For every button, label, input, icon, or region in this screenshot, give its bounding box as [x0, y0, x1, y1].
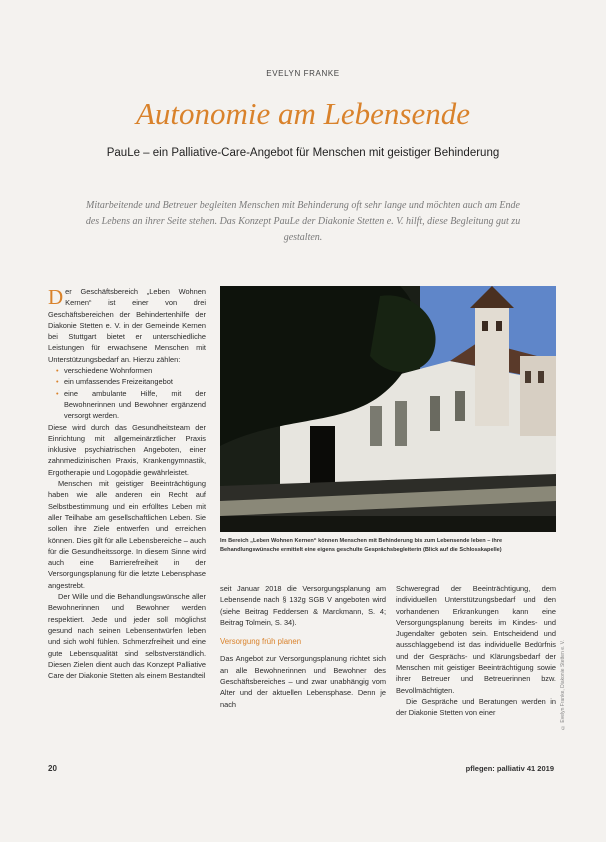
article-title: Autonomie am Lebensende	[135, 96, 471, 131]
paragraph: Schweregrad der Beeinträchtigung, dem individuellen Unterstützungsbedarf und den vorhandenen Erkrankungen kann eine Versorgungsplanung bereits im Kindes- und Jugendalter geboten sein. Entscheidend und ausschlaggebend ist das individuelle Bedürfnis und der Gesprächs- und Klärungsbedarf der Menschen mit geistiger Beeinträchtigung sowie ihrer Betreuer und Betreuerinnen bzw. Bevollmächtigten.	[396, 584, 556, 695]
intro-paragraph	[48, 286, 206, 365]
side-credit: © Evelyn Franke, Diakonie Stetten e. V.	[560, 639, 566, 730]
text-column-2	[220, 583, 386, 710]
section-heading: Versorgung früh planen	[220, 637, 302, 647]
intro-text: er Geschäftsbereich „Leben Wohnen Kernen“ ist einer von drei Geschäftsbereichen der Behindertenhilfe der Diakonie Stetten e. V. in der Gemeinde Kernen bei Stuttgart bietet er unterschiedliche Leistungen für erwachsene Menschen mit Unterstützungsbedarf an. Hierzu zählen:	[48, 287, 206, 364]
list-item: • ein umfassendes Freizeitangebot	[56, 376, 206, 387]
paragraph: Das Angebot zur Versorgungsplanung richtet sich an alle Bewohnerinnen und Bewohner des Geschäftsbereiches – und zwar unabhängig vom Alter und der aktuellen Lebensphase. Denn je nach	[220, 654, 386, 709]
services-list	[48, 365, 206, 421]
text-column-3	[396, 583, 556, 719]
paragraph: Der Wille und die Behandlungswünsche aller Bewohnerinnen und Bewohner werden respektiert. Jede und jeder soll möglichst gesund nach seinen Lebensentwürfen leben und sich wohl fühlen. Schmerzfreiheit und eine gute Lebensqualität sind selbstverständlich. Diesen Zielen dient auch das Konzept Palliative Care der Diakonie Stetten als einem Bestandteil	[48, 592, 206, 681]
photo-caption: Im Bereich „Leben Wohnen Kernen“ können Menschen mit Behinderung bis zum Lebensende leben – ihre Behandlungswünsche ermittelt eine eigens geschulte Gesprächsbegleiterin (Blick auf die Schlosskapelle)	[220, 538, 503, 553]
text-column-1	[48, 286, 206, 681]
paragraph: Diese wird durch das Gesundheitsteam der Einrichtung mit allgemeinärztlicher Praxis inklusive psychiatrischen Angeboten, einer zahnmedizinischen Praxis, Krankengymnastik, Ergotherapie und Logopädie gewährleistet.	[48, 422, 206, 477]
paragraph: Menschen mit geistiger Beeinträchtigung haben wie alle anderen ein Recht auf Selbstbestimmung und ein erfülltes Leben mit aller Teilhabe am gesellschaftlichen Leben. Sie sollen ihre Ziele entwerfen und erreichen können. Dies gilt für alle Lebensbereiche – auch für die Gesundheitssorge. In diesem Sinne wird auch eine Barrierefreiheit in der Versorgungsplanung für die letzte Lebensphase angestrebt.	[48, 479, 206, 590]
paragraph: Die Gespräche und Beratungen werden in der Diakonie Stetten von einer	[396, 696, 556, 718]
article-subtitle: PauLe – ein Palliative-Care-Angebot für Menschen mit geistiger Behinderung	[106, 147, 500, 159]
page-number: 20	[48, 764, 57, 773]
list-item: • eine ambulante Hilfe, mit der Bewohnerinnen und Bewohner ergänzend versorgt werden.	[56, 388, 206, 422]
article-photo	[220, 286, 556, 532]
paragraph: seit Januar 2018 die Versorgungsplanung am Lebensende nach § 132g SGB V angeboten wird (siehe Beitrag Feddersen & Marckmann, S. 4; Beitrag Tolmein, S. 34).	[220, 584, 386, 627]
author-line: EVELYN FRANKE	[266, 69, 340, 78]
article-lead: Mitarbeitende und Betreuer begleiten Menschen mit Behinderung oft sehr lange und möchten auch am Ende des Lebens an ihrer Seite stehen. Das Konzept PauLe der Diakonie Stetten e. V. hilft, diese Begleitung gut zu gestalten.	[85, 200, 521, 243]
dropcap: D	[48, 285, 64, 309]
journal-name: pflegen: palliativ 41 2019	[465, 764, 554, 773]
list-item: • verschiedene Wohnformen	[56, 365, 206, 376]
